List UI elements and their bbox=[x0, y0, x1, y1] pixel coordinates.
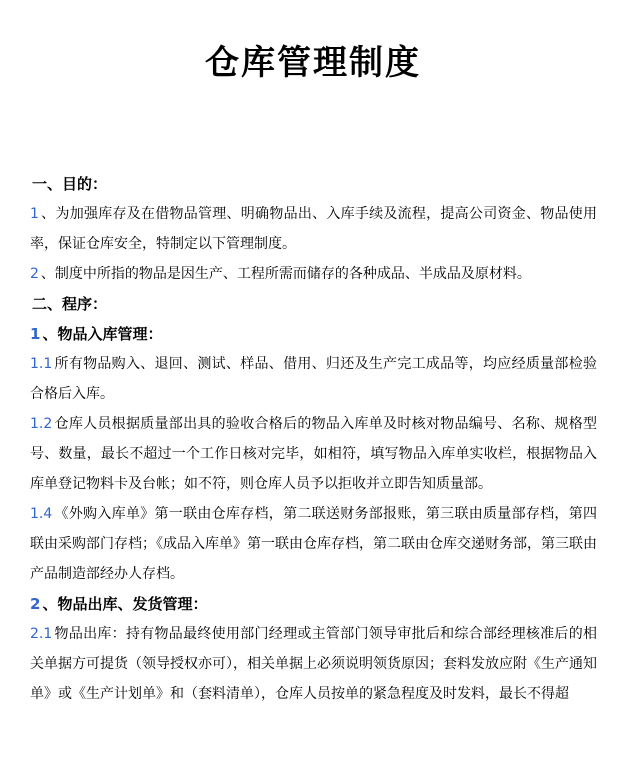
paragraph-text: 仓库人员根据质量部出具的验收合格后的物品入库单及时核对物品编号、名称、规格型号、数量，最长不超过一个工作日核对完毕，如相符，填写物品入库单实收栏，根据物品入库单登记物料卡及台帐；如不符，则仓库人员予以拒收并立即告知质量部。 bbox=[30, 416, 597, 492]
clause-2-1 bbox=[30, 619, 597, 709]
paragraph-text: 、制度中所指的物品是因生产、工程所需而储存的各种成品、半成品及原材料。 bbox=[40, 266, 531, 282]
paragraph-number: 1.2 bbox=[30, 416, 53, 432]
paragraph-number: 1 bbox=[30, 206, 39, 222]
paragraph-text: 一、目的： bbox=[32, 175, 108, 193]
section-heading-procedure bbox=[30, 289, 597, 319]
objective-item-2 bbox=[30, 259, 597, 289]
paragraph-text: 、为加强库存及在借物品管理、明确物品出、入库手续及流程，提高公司资金、物品使用率，保证仓库安全，特制定以下管理制度。 bbox=[30, 206, 597, 252]
paragraph-number: 1.1 bbox=[30, 356, 53, 372]
paragraph-text: 、物品出库、发货管理： bbox=[42, 595, 208, 613]
clause-1-2 bbox=[30, 409, 597, 499]
document-page bbox=[0, 38, 626, 773]
paragraph-text: 所有物品购入、退回、测试、样品、借用、归还及生产完工成品等，均应经质量部检验合格后入库。 bbox=[30, 356, 597, 402]
clause-1-4 bbox=[30, 499, 597, 589]
paragraph-text: 、物品入库管理： bbox=[42, 325, 163, 343]
paragraph-number: 1.4 bbox=[30, 506, 53, 522]
clause-1-1 bbox=[30, 349, 597, 409]
paragraph-text: 《外购入库单》第一联由仓库存档，第二联送财务部报账，第三联由质量部存档，第四联由采购部门存档；《成品入库单》第一联由仓库存档，第二联由仓库交递财务部，第三联由产品制造部经办人存档。 bbox=[30, 506, 597, 582]
paragraph-text: 物品出库：持有物品最终使用部门经理或主管部门领导审批后和综合部经理核准后的相关单据方可提货（领导授权亦可），相关单据上必须说明领货原因；套料发放应附《生产通知单》或《生产计划单》和（套料清单），仓库人员按单的紧急程度及时发料，最长不得超 bbox=[30, 626, 597, 702]
paragraph-number: 2 bbox=[30, 595, 41, 613]
paragraph-text: 二、程序： bbox=[32, 295, 108, 313]
paragraph-number: 2 bbox=[30, 266, 39, 282]
subheading-outbound-management bbox=[30, 589, 597, 619]
document-body bbox=[30, 169, 597, 709]
paragraph-number: 1 bbox=[30, 325, 41, 343]
document-title: 仓库管理制度 bbox=[205, 43, 421, 83]
section-heading-objective bbox=[30, 169, 597, 199]
paragraph-number: 2.1 bbox=[30, 626, 53, 642]
objective-item-1 bbox=[30, 199, 597, 259]
subheading-inbound-management bbox=[30, 319, 597, 349]
